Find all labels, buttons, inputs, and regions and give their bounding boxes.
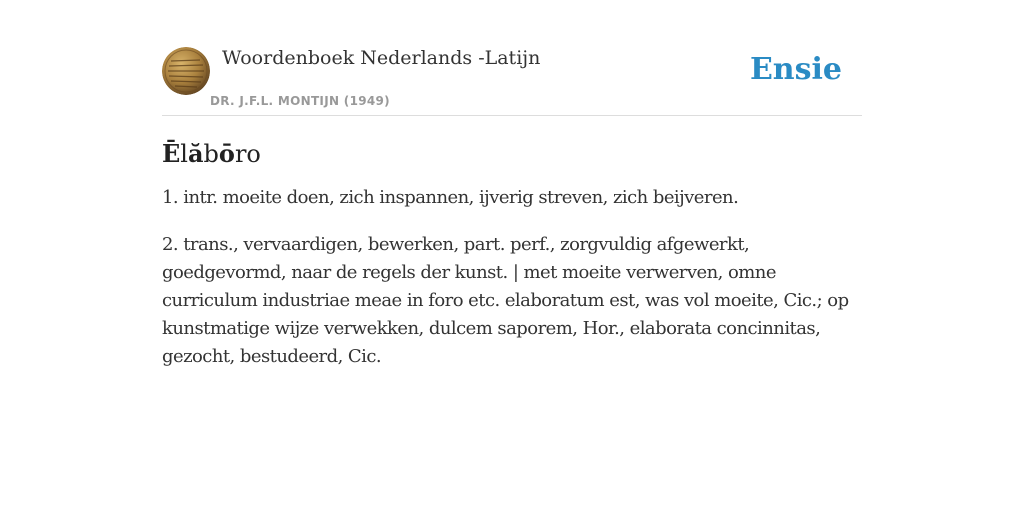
- headword-part: ō: [218, 139, 235, 168]
- entry-headword: [162, 138, 862, 170]
- headword-part: l: [180, 140, 188, 168]
- headword-part: ă: [187, 139, 204, 168]
- headword-part: Ē: [162, 139, 181, 168]
- book-author: DR. J.F.L. MONTIJN (1949): [210, 94, 390, 108]
- headword-part: ro: [234, 140, 261, 168]
- definitions-list: [162, 184, 862, 371]
- header: [162, 0, 862, 116]
- definition-item: 1. intr. moeite doen, zich inspannen, ijverig streven, zich beijveren.: [162, 187, 739, 208]
- headword-part: b: [203, 140, 219, 168]
- definition-item: 2. trans., vervaardigen, bewerken, part. perf., zorgvuldig afgewerkt, goedgevormd, naar de regels der kunst. | met moeite verwerven, omne curriculum industriae meae in foro etc. elaboratum est, was vol moeite, Cic.; op kunstmatige wijze verwekken, dulcem saporem, Hor., elaborata concinnitas, gezocht, bestudeerd, Cic.: [162, 234, 849, 367]
- book-seal-icon[interactable]: [162, 47, 210, 95]
- page: [162, 0, 862, 390]
- ensie-logo-link[interactable]: Ensie: [749, 52, 842, 87]
- book-title[interactable]: Woordenboek Nederlands -Latijn: [222, 47, 541, 69]
